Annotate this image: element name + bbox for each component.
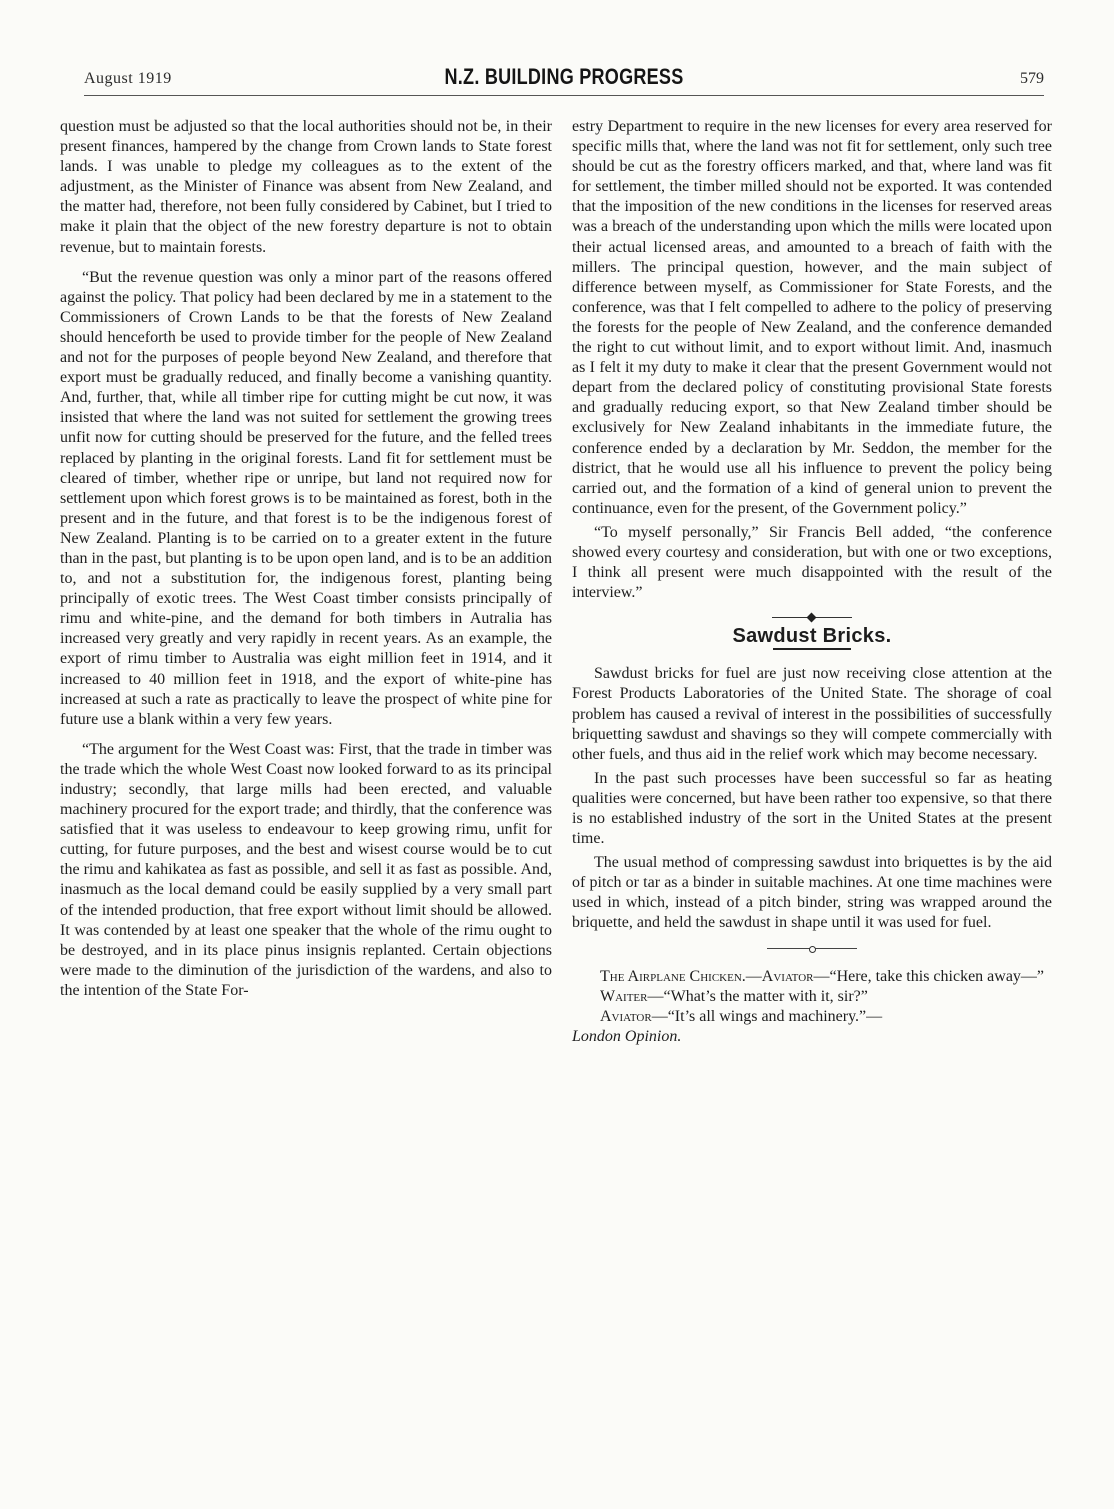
separator-ornament (807, 613, 817, 623)
anecdote-title: The Airplane Chicken. (600, 967, 746, 985)
separator-ornament (809, 946, 816, 953)
page-header (84, 64, 1044, 98)
publication-title: N.Z. BUILDING PROGRESS (444, 64, 684, 89)
section-title: Sawdust Bricks. (732, 625, 892, 648)
section-separator (772, 617, 852, 618)
anecdote-text: “What’s the matter with it, sir?” (663, 987, 868, 1005)
anecdote-text: “It’s all wings and machinery.”— (667, 1007, 883, 1025)
anecdote-separator (767, 948, 857, 949)
article-paragraph: “To myself personally,” Sir Francis Bell added, “the conference showed every courtesy and consideration, but with one or two exceptions, I think all present were much disappointed with the result of the interview.” (572, 523, 1052, 602)
anecdote-source-line (572, 1027, 1052, 1047)
anecdote (572, 967, 1052, 1047)
article-paragraph: “The argument for the West Coast was: First, that the trade in timber was the trade which the whole West Coast now looked forward to as its principal industry; secondly, that large mills had been erected, and valuable machinery procured for the export trade; and thirdly, that the conference was satisfied that it was useless to endeavour to keep growing rimu, unfit for cutting, for future purposes, and the best and wisest course would be to cut the rimu and kahikatea as fast as possible, and sell it as fast as possible. And, inasmuch as the local demand could be easily supplied by a very small part of the intended production, that free export without limit should be allowed. It was contended by at least one speaker that the whole of the rimu ought to be destroyed, and in its place pinus insignis replanted. Certain objections were made to the diminution of the jurisdiction of the wardens, and also to the intention of the State For- (60, 740, 552, 999)
header-date: August 1919 (84, 70, 172, 87)
anecdote-source: London Opinion. (572, 1027, 682, 1045)
article-paragraph: “But the revenue question was only a minor part of the reasons offered against the policy. That policy had been declared by me in a statement to the Commissioners of Crown Lands to be that the forests of New Zealand should henceforth be used to provide timber for the people of New Zealand and not for the purposes of people beyond New Zealand, and therefore that export must be gradually reduced, and finally become a vanishing quantity. And, further, that, while all timber ripe for cutting might be cut now, it was insisted that where the land was not suited for settlement the growing trees unfit now for cutting should be preserved for the future, and the felled trees replaced by planting in the original forests. Land fit for settlement must be cleared of timber, whether ripe or unripe, but land not required now for settlement upon which forest grows is to be maintained as forest, both in the present and in the future, and that forest is to be the indigenous forest of New Zealand. Planting is to be carried on to a greater extent in the future than in the past, but planting is to be upon open land, and is to be an addition to, and not a substitution for, the indigenous forest, planting being principally of exotic trees. The West Coast timber consists principally of rimu and white-pine, and the demand for both timbers in Autralia has increased very greatly and very rapidly in recent years. As an example, the export of rimu timber to Australia was eight million feet in 1914, and it increased to 40 million feet in 1918, and the export of white-pine has increased at such a rate as practically to leave the prospect of white pine for future use a blank within a very few years. (60, 268, 552, 728)
anecdote-line-1 (572, 967, 1052, 987)
section-title-rule (773, 648, 851, 650)
anecdote-speaker: Aviator— (600, 1007, 668, 1025)
header-rule (84, 95, 1044, 96)
article-paragraph: question must be adjusted so that the local authorities should not be, in their present finances, hampered by the change from Crown lands to State forest lands. I was unable to pledge my colleagues as to the extent of the adjustment, as the Minister of Finance was absent from New Zealand, and the matter had, therefore, not been fully considered by Cabinet, but I tried to make it plain that the object of the new forestry departure is not to obtain revenue, but to maintain forests. (60, 118, 552, 256)
article-paragraph: estry Department to require in the new licenses for every area reserved for specific mills that, where the land was not fit for settlement, only such tree should be cut as the forestry officers marked, and that, where land was fit for settlement, the timber milled should not be exported. It was contended that the imposition of the new conditions in the licenses for reserved areas was a breach of the understanding upon which the mills were located upon their actual licensed areas, and amounted to a breach of faith with the millers. The principal question, however, and the main subject of difference between myself, as Commissioner for State Forests, and the conference, was that I felt compelled to adhere to the policy of preserving the forests for the people of New Zealand, and the conference demanded the right to cut without limit, and to export without limit. And, inasmuch as I felt it my duty to make it clear that the present Government would not depart from the declared policy of constituting provisional State forests and gradually reducing export, so that New Zealand timber should be exclusively for New Zealand inhabitants in the immediate future, the conference ended by a declaration by Mr. Seddon, the member for the district, that he would use all his influence to prevent the policy being carried out, and the formation of a kind of general union to prevent the continuance, even for the present, of the Government policy.” (572, 118, 1052, 517)
anecdote-speaker: Waiter— (600, 987, 664, 1005)
section-paragraph: In the past such processes have been successful so far as heating qualities were concerned, but have been rather too expensive, so that there is no established industry of the sort in the United States at the present time. (572, 769, 1052, 848)
anecdote-text: “Here, take this chicken away—” (829, 967, 1045, 985)
anecdote-speaker: —Aviator— (745, 967, 830, 985)
anecdote-line-3 (572, 1007, 1052, 1027)
right-column (572, 117, 1052, 1047)
section-paragraph: Sawdust bricks for fuel are just now receiving close attention at the Forest Products Laboratories of the United State. The shorage of coal problem has caused a revival of interest in the possibilities of successfully briquetting sawdust and shavings so they will compete commercially with other fuels, and thus aid in the relief work which may become necessary. (572, 665, 1052, 763)
anecdote-line-2 (572, 987, 1052, 1007)
section-paragraph: The usual method of compressing sawdust into briquettes is by the aid of pitch or tar as a binder in suitable machines. At one time machines were used in which, instead of a pitch binder, string was wrapped around the briquette, and held the sawdust in shape until it was used for fuel. (572, 854, 1052, 932)
left-column (60, 117, 552, 1011)
page-number: 579 (1020, 70, 1044, 87)
